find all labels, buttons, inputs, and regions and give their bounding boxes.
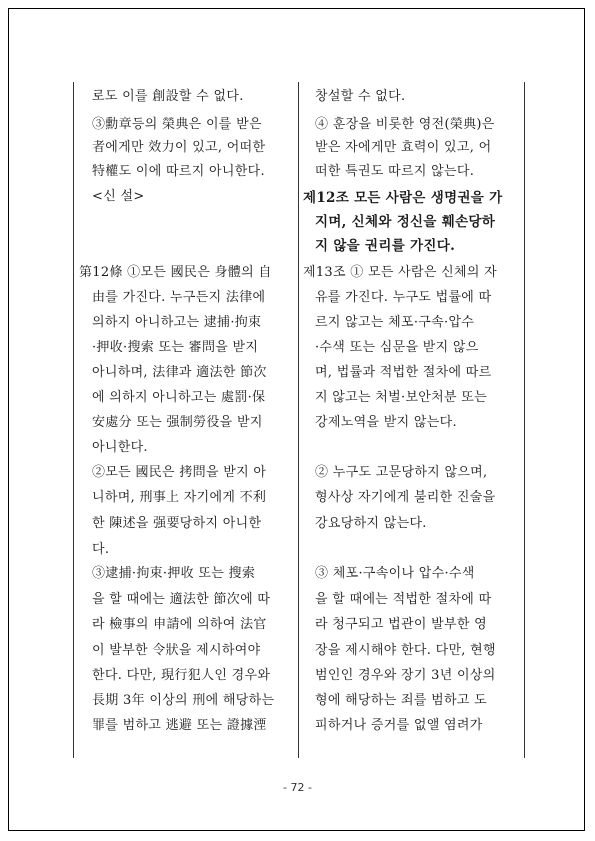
right-line-11: ·수색 또는 심문을 받지 않으 [315,340,479,355]
column-rule-middle [298,82,299,758]
left-line-17: 다. [92,542,110,557]
right-line-21: 장을 제시해야 한다. 다만, 현행 [315,643,496,658]
right-line-24: 피하거나 증거를 없앨 염려가 [315,718,483,733]
right-line-9: 유를 가진다. 누구도 법률에 따 [315,290,492,305]
left-line-2: ③勳章등의 榮典은 이를 받은 [92,117,262,132]
right-line-22: 범인인 경우와 장기 3년 이상의 [315,668,496,683]
left-line-8: 의하지 아니하고는 逮捕·拘束 [92,315,262,330]
left-line-7: 由를 가진다. 누구든지 法律에 [92,290,266,305]
left-line-4: 特權도 이에 따르지 아니한다. [92,164,265,179]
left-line-11: 에 의하지 아니하고는 處罰·保 [92,390,266,405]
right-line-15: ② 누구도 고문당하지 않으며, [315,465,488,480]
right-line-8: 제13조 ① 모든 사람은 신체의 자 [303,265,498,280]
left-line-1: 로도 이를 創設할 수 없다. [92,89,244,104]
left-line-12: 安處分 또는 强制勞役을 받지 [92,415,263,430]
left-line-9: ·押收·搜索 또는 審問을 받지 [92,340,259,355]
right-line-2: ④ 훈장을 비롯한 영전(榮典)은 [315,117,495,132]
left-line-22: 한다. 다만, 現行犯人인 경우와 [92,668,271,683]
left-line-19: 을 할 때에는 適法한 節次에 따 [92,592,271,607]
right-line-12: 며, 법률과 적법한 절차에 따르 [315,365,492,380]
right-line-5: 제12조 모든 사람은 생명권을 가 [303,190,503,206]
left-line-24: 罪를 범하고 逃避 또는 證據湮 [92,718,267,733]
left-line-3: 者에게만 效力이 있고, 어떠한 [92,140,266,155]
column-rule-right [524,82,525,758]
right-line-13: 지 않고는 처벌·보안처분 또는 [315,390,488,405]
left-line-6: 第12條 ①모든 國民은 身體의 自 [79,265,272,280]
right-line-18: ③ 체포·구속이나 압수·수색 [315,566,475,581]
left-line-13: 아니한다. [92,440,148,455]
right-line-14: 강제노역을 받지 않는다. [315,415,457,430]
right-line-1: 창설할 수 없다. [315,89,406,104]
left-line-18: ③逮捕·拘束·押收 또는 搜索 [92,566,256,581]
column-rule-left [73,82,74,758]
left-line-20: 라 檢事의 申請에 의하여 法官 [92,617,267,632]
right-line-3: 받은 자에게만 효력이 있고, 어 [315,140,492,155]
left-line-23: 長期 3年 이상의 刑에 해당하는 [92,693,275,708]
left-line-16: 한 陳述을 强要당하지 아니한 [92,516,262,531]
right-line-17: 강요당하지 않는다. [315,516,427,531]
right-line-19: 을 할 때에는 적법한 절차에 따 [315,592,492,607]
left-line-10: 아니하며, 法律과 適法한 節次 [92,365,267,380]
right-line-7: 지 않을 권리를 가진다. [315,238,456,254]
left-line-14: ②모든 國民은 拷問을 받지 아 [92,465,267,480]
right-line-6: 지며, 신체와 정신을 훼손당하 [315,214,496,230]
left-line-5: <신 설> [92,189,145,204]
right-line-4: 떠한 특권도 따르지 않는다. [315,164,475,179]
left-line-15: 니하며, 刑事上 자기에게 不利 [92,490,267,505]
right-line-23: 형에 해당하는 죄를 범하고 도 [315,693,488,708]
left-line-21: 이 발부한 令狀을 제시하여야 [92,643,261,658]
page-number: - 72 - [283,781,312,794]
right-line-20: 라 청구되고 법관이 발부한 영 [315,617,488,632]
right-line-10: 르지 않고는 체포·구속·압수 [315,315,475,330]
right-line-16: 형사상 자기에게 불리한 진술을 [315,490,496,505]
